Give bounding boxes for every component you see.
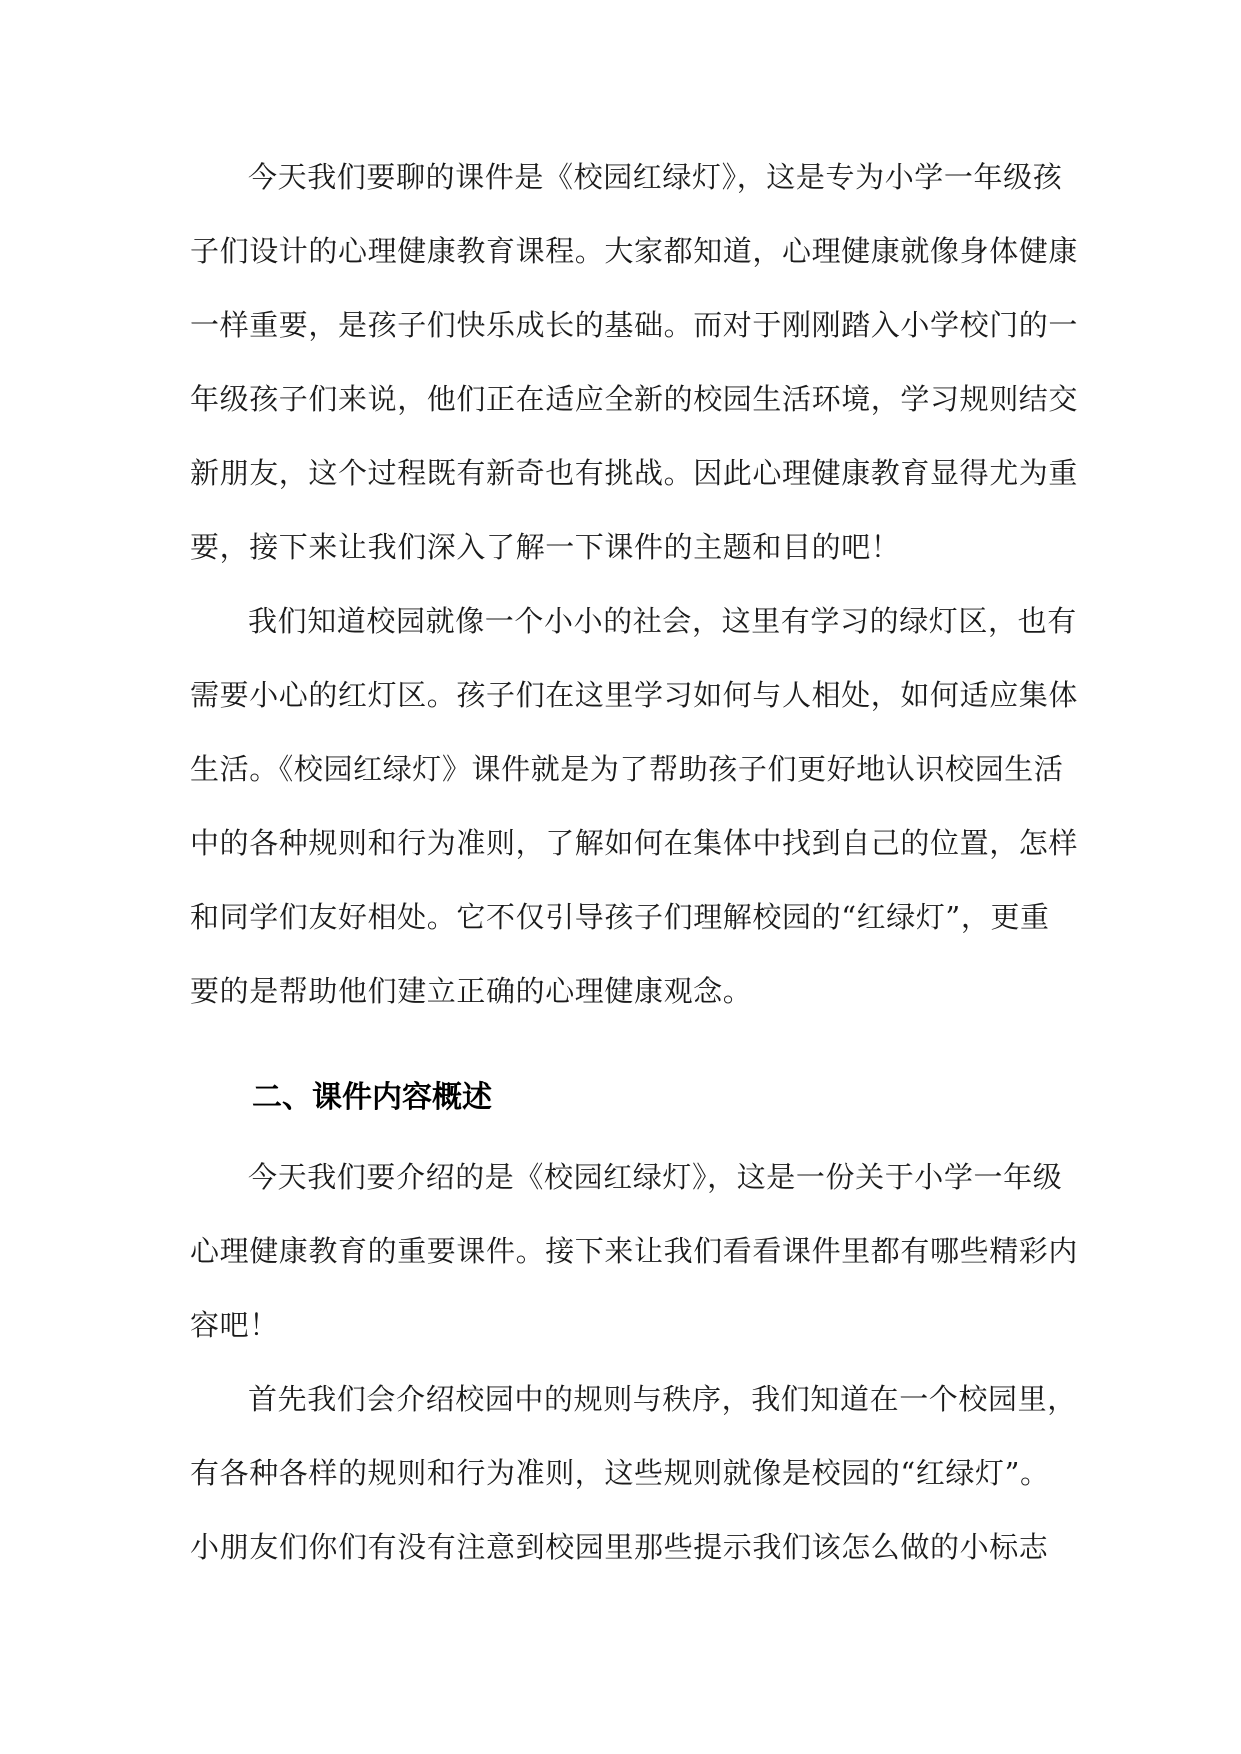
paragraph-line: 新朋友，这个过程既有新奇也有挑战。因此心理健康教育显得尤为重 xyxy=(190,456,1079,490)
paragraph-line: 要，接下来让我们深入了解一下课件的主题和目的吧！ xyxy=(190,530,901,564)
paragraph-line: 生活。《校园红绿灯》课件就是为了帮助孩子们更好地认识校园生活 xyxy=(190,752,1064,786)
paragraph-line: 有各种各样的规则和行为准则，这些规则就像是校园的“红绿灯”。 xyxy=(190,1456,1050,1490)
paragraph-1 xyxy=(190,140,1079,584)
section-heading: 二、课件内容概述 xyxy=(252,1080,492,1115)
paragraph-line: 我们知道校园就像一个小小的社会，这里有学习的绿灯区，也有 xyxy=(248,604,1077,638)
paragraph-line: 心理健康教育的重要课件。接下来让我们看看课件里都有哪些精彩内 xyxy=(190,1234,1079,1268)
paragraph-line: 中的各种规则和行为准则，了解如何在集体中找到自己的位置，怎样 xyxy=(190,826,1079,860)
paragraph-line: 小朋友们你们有没有注意到校园里那些提示我们该怎么做的小标志 xyxy=(190,1530,1049,1564)
paragraph-line: 容吧！ xyxy=(190,1308,279,1342)
paragraph-line: 需要小心的红灯区。孩子们在这里学习如何与人相处，如何适应集体 xyxy=(190,678,1079,712)
paragraph-4 xyxy=(190,1362,1077,1584)
paragraph-line: 和同学们友好相处。它不仅引导孩子们理解校园的“红绿灯”，更重 xyxy=(190,900,1050,934)
paragraph-line: 要的是帮助他们建立正确的心理健康观念。 xyxy=(190,974,753,1008)
paragraph-3 xyxy=(190,1140,1079,1362)
paragraph-line: 子们设计的心理健康教育课程。大家都知道，心理健康就像身体健康 xyxy=(190,234,1079,268)
document-body xyxy=(190,140,1079,1584)
paragraph-line: 首先我们会介绍校园中的规则与秩序，我们知道在一个校园里， xyxy=(248,1382,1077,1416)
paragraph-2 xyxy=(190,584,1079,1028)
paragraph-line: 今天我们要聊的课件是《校园红绿灯》，这是专为小学一年级孩 xyxy=(248,160,1063,194)
paragraph-line: 年级孩子们来说，他们正在适应全新的校园生活环境，学习规则结交 xyxy=(190,382,1079,416)
paragraph-line: 今天我们要介绍的是《校园红绿灯》，这是一份关于小学一年级 xyxy=(248,1160,1063,1194)
paragraph-line: 一样重要，是孩子们快乐成长的基础。而对于刚刚踏入小学校门的一 xyxy=(190,308,1079,342)
